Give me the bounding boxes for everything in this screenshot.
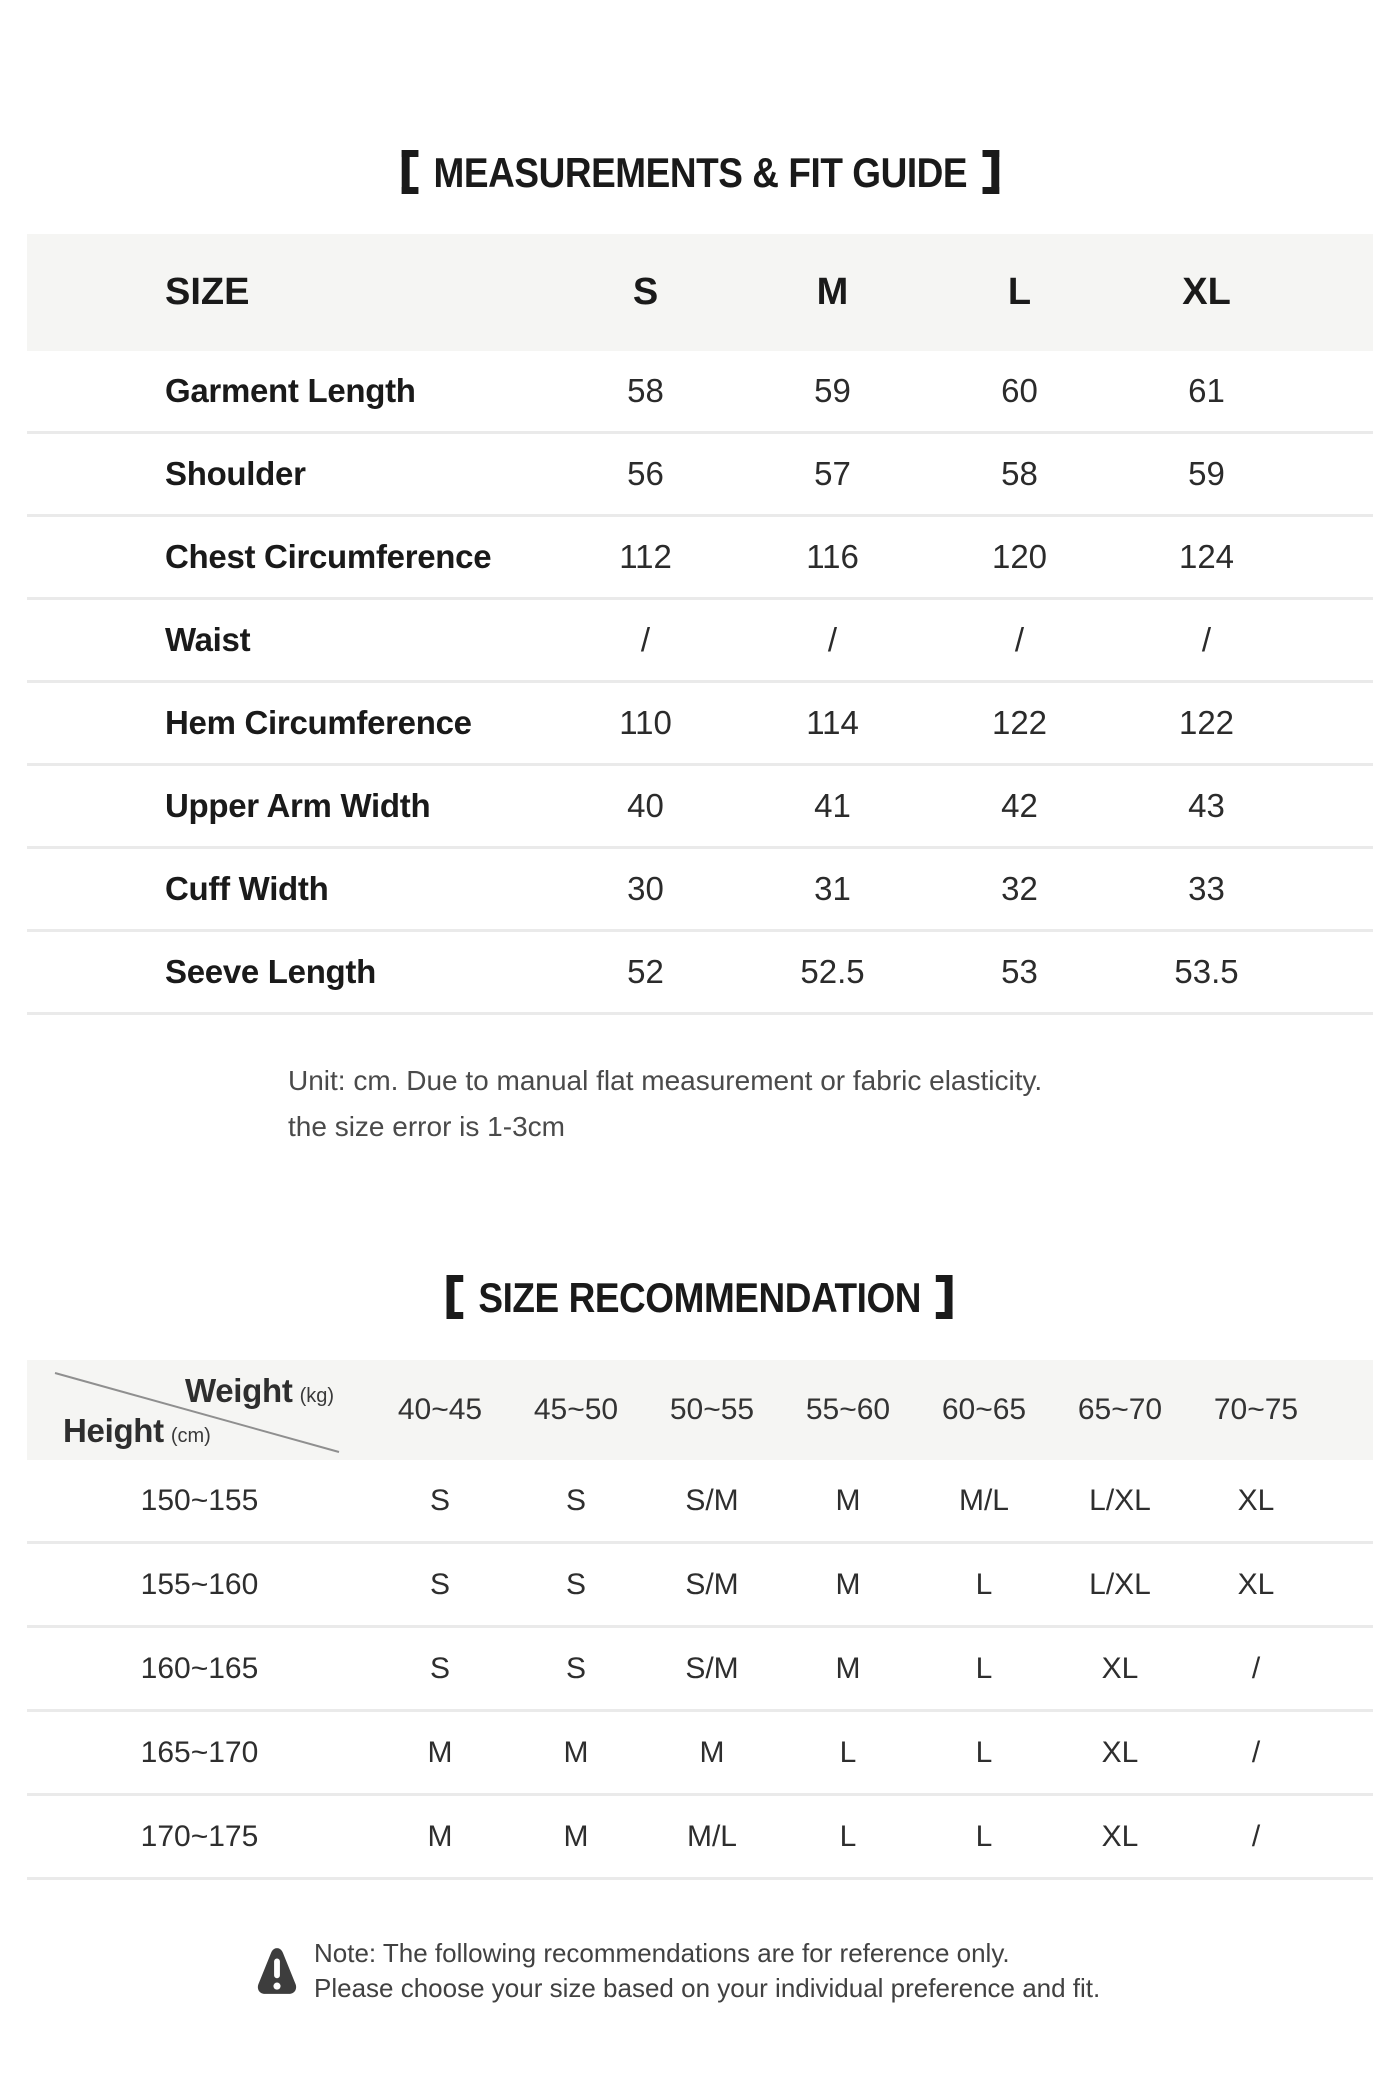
recommended-size-cell: M	[835, 1567, 861, 1601]
recommended-size-cell: S	[565, 1483, 586, 1517]
measurement-value-cell: 58	[627, 372, 664, 409]
recommendation-row	[27, 1712, 1373, 1796]
measurement-value-cell: /	[1201, 621, 1212, 658]
recommended-size-cell: /	[1251, 1735, 1261, 1769]
recommended-size-cell: L/XL	[1089, 1567, 1151, 1601]
recommended-size-cell: M/L	[686, 1819, 737, 1853]
measurement-value-cell: 112	[619, 538, 672, 575]
recommended-size-cell: XL	[1101, 1735, 1139, 1769]
recommended-size-cell: S	[565, 1651, 586, 1685]
weight-unit: (kg)	[299, 1385, 335, 1407]
measurement-value-cell: 59	[1188, 455, 1225, 492]
height-axis-label	[63, 1412, 211, 1450]
measurement-row	[27, 683, 1373, 766]
weight-label: Weight	[185, 1372, 293, 1409]
measurement-value-cell: /	[827, 621, 838, 658]
measurement-value-cell: 61	[1188, 372, 1225, 409]
measurement-value-cell: 30	[627, 870, 664, 907]
recommended-size-cell: M	[835, 1651, 861, 1685]
size-xl-header: XL	[1182, 271, 1231, 313]
recommended-size-cell: S	[565, 1567, 586, 1601]
recommendation-row	[27, 1544, 1373, 1628]
recommended-size-cell: L	[975, 1735, 993, 1769]
recommended-size-cell: L	[975, 1567, 993, 1601]
recommendation-note	[256, 1936, 1100, 2006]
measurement-value-cell: 40	[627, 787, 664, 824]
measurement-value-cell: 60	[1001, 372, 1038, 409]
recommendation-row	[27, 1796, 1373, 1880]
measurement-value-cell: 41	[814, 787, 851, 824]
recommended-size-cell: /	[1251, 1819, 1261, 1853]
recommendation-row	[27, 1460, 1373, 1544]
measurements-header-row	[27, 234, 1373, 351]
recommended-size-cell: S	[429, 1651, 450, 1685]
lenticular-bracket-right-icon	[936, 1275, 953, 1319]
recommendation-title-text: SIZE RECOMMENDATION	[478, 1274, 922, 1321]
measurement-value-cell: 52.5	[800, 953, 865, 990]
weight-range-header: 50~55	[669, 1393, 755, 1426]
measurement-row-label: Waist	[165, 621, 251, 658]
recommended-size-cell: XL	[1101, 1651, 1139, 1685]
measurement-value-cell: 110	[619, 704, 672, 741]
measurement-value-cell: 120	[991, 538, 1048, 575]
recommendation-note-line2: Please choose your size based on your individual preference and fit.	[314, 1973, 1101, 2003]
size-s-header: S	[632, 271, 659, 313]
measurement-value-cell: 31	[814, 870, 851, 907]
height-range-cell: 170~175	[140, 1819, 259, 1853]
recommended-size-cell: S/M	[685, 1651, 739, 1685]
recommended-size-cell: M	[835, 1483, 861, 1517]
weight-range-header: 55~60	[805, 1393, 891, 1426]
measurement-value-cell: 116	[806, 538, 859, 575]
measurement-row	[27, 932, 1373, 1015]
recommended-size-cell: S	[429, 1567, 450, 1601]
measurement-value-cell: 122	[1178, 704, 1235, 741]
lenticular-bracket-right-icon	[982, 150, 999, 194]
measurement-value-cell: 52	[627, 953, 664, 990]
recommendation-row	[27, 1628, 1373, 1712]
measurement-row	[27, 849, 1373, 932]
measurements-table-body	[27, 351, 1373, 1015]
recommended-size-cell: L	[839, 1819, 857, 1853]
measurement-value-cell: 122	[991, 704, 1048, 741]
measurement-value-cell: 57	[814, 455, 851, 492]
measurement-row-label: Chest Circumference	[165, 538, 492, 575]
measurement-row-label: Cuff Width	[165, 870, 329, 907]
weight-range-header: 45~50	[533, 1393, 619, 1426]
recommended-size-cell: L	[839, 1735, 857, 1769]
height-label: Height	[63, 1412, 164, 1449]
height-unit: (cm)	[170, 1425, 211, 1447]
unit-note-line2: the size error is 1-3cm	[288, 1111, 565, 1142]
measurement-row	[27, 600, 1373, 683]
weight-range-header: 60~65	[941, 1393, 1027, 1426]
unit-note	[288, 1058, 1042, 1150]
measurements-title-inner	[401, 149, 998, 197]
measurement-value-cell: 32	[1001, 870, 1038, 907]
height-range-cell: 160~165	[140, 1651, 259, 1685]
recommended-size-cell: XL	[1101, 1819, 1139, 1853]
measurement-row	[27, 434, 1373, 517]
height-range-cell: 150~155	[140, 1483, 259, 1517]
recommended-size-cell: S/M	[685, 1483, 739, 1517]
recommended-size-cell: S	[429, 1483, 450, 1517]
recommended-size-cell: XL	[1237, 1567, 1275, 1601]
recommended-size-cell: /	[1251, 1651, 1261, 1685]
recommended-size-cell: L/XL	[1089, 1483, 1151, 1517]
measurement-row-label: Upper Arm Width	[165, 787, 431, 824]
measurement-value-cell: 58	[1001, 455, 1038, 492]
recommendation-note-line1: Note: The following recommendations are for reference only.	[314, 1938, 1010, 1968]
recommended-size-cell: M/L	[958, 1483, 1009, 1517]
recommendation-table-body	[27, 1460, 1373, 1880]
measurement-row-label: Hem Circumference	[165, 704, 472, 741]
measurement-row	[27, 351, 1373, 434]
measurement-row-label: Seeve Length	[165, 953, 376, 990]
weight-range-header: 70~75	[1213, 1393, 1299, 1426]
measurement-row-label: Shoulder	[165, 455, 306, 492]
measurement-value-cell: 124	[1178, 538, 1235, 575]
measurement-value-cell: 59	[814, 372, 851, 409]
measurement-value-cell: /	[640, 621, 651, 658]
measurement-value-cell: 114	[806, 704, 859, 741]
height-range-cell: 155~160	[140, 1567, 259, 1601]
recommended-size-cell: M	[563, 1735, 589, 1769]
recommendation-title	[0, 1274, 1400, 1322]
measurement-row-label: Garment Length	[165, 372, 416, 409]
measurements-table	[27, 234, 1373, 1015]
recommended-size-cell: M	[699, 1735, 725, 1769]
height-range-cell: 165~170	[140, 1735, 259, 1769]
measurement-value-cell: 53	[1001, 953, 1038, 990]
recommended-size-cell: M	[427, 1735, 453, 1769]
size-m-header: M	[816, 271, 849, 313]
recommended-size-cell: XL	[1237, 1483, 1275, 1517]
measurement-row	[27, 766, 1373, 849]
measurement-value-cell: 33	[1188, 870, 1225, 907]
recommendation-table	[27, 1360, 1373, 1880]
recommended-size-cell: M	[563, 1819, 589, 1853]
recommended-size-cell: M	[427, 1819, 453, 1853]
recommendation-title-inner	[447, 1274, 953, 1322]
measurement-value-cell: 53.5	[1174, 953, 1239, 990]
weight-range-header: 65~70	[1077, 1393, 1163, 1426]
unit-note-line1: Unit: cm. Due to manual flat measurement or fabric elasticity.	[288, 1065, 1043, 1096]
height-weight-corner-cell	[27, 1360, 372, 1460]
recommendation-header-row	[27, 1360, 1373, 1460]
measurement-value-cell: 56	[627, 455, 664, 492]
measurement-value-cell: 42	[1001, 787, 1038, 824]
recommended-size-cell: L	[975, 1819, 993, 1853]
recommended-size-cell: L	[975, 1651, 993, 1685]
recommended-size-cell: S/M	[685, 1567, 739, 1601]
measurements-title-text: MEASUREMENTS & FIT GUIDE	[433, 149, 967, 196]
measurement-row	[27, 517, 1373, 600]
recommendation-note-text	[314, 1936, 1100, 2006]
lenticular-bracket-left-icon	[401, 150, 418, 194]
size-l-header: L	[1007, 271, 1032, 313]
weight-axis-label	[185, 1372, 334, 1410]
measurement-value-cell: /	[1014, 621, 1025, 658]
size-column-header: SIZE	[165, 271, 250, 313]
measurements-title	[0, 149, 1400, 197]
warning-exclamation-triangle-icon	[256, 1945, 298, 1997]
measurement-value-cell: 43	[1188, 787, 1225, 824]
weight-range-header: 40~45	[397, 1393, 483, 1426]
lenticular-bracket-left-icon	[447, 1275, 464, 1319]
